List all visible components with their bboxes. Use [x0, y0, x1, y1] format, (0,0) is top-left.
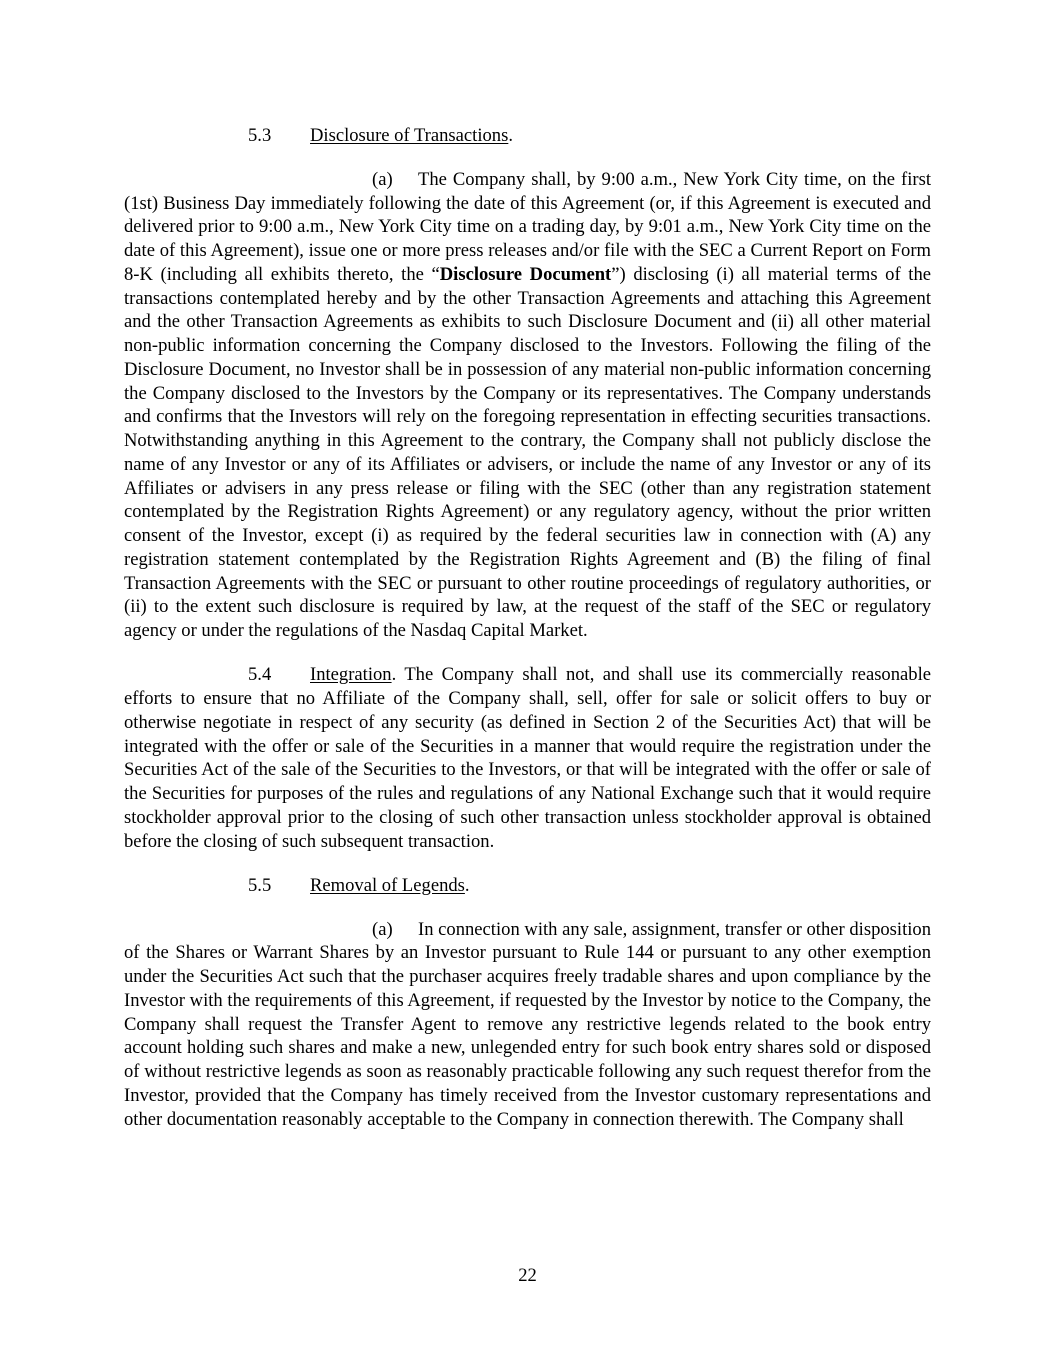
section-5-3-number: 5.3 [248, 125, 272, 146]
section-5-3-a-defined-term: Disclosure Document [439, 263, 612, 285]
section-5-3-heading [124, 124, 931, 148]
section-5-3-a-text-rest: ”) disclosing (i) all material terms of the transactions contemplated hereby and by the other Transaction Agreements and attaching this Agreement and the other Transaction Agreements as exhibits to such Disclosure Document and (ii) all other material non-public information concerning the Company disclosed to the Investors. Following the filing of the Disclosure Document, no Investor shall be in possession of any material non-public information concerning the Company disclosed to the Investors by the Company or its representatives. The Company understands and confirms that the Investors will rely on the foregoing representation in effecting securities transactions. Notwithstanding anything in this Agreement to the contrary, the Company shall not publicly disclose the name of any Investor or any of its Affiliates or advisers, or include the name of any Investor or any of its Affiliates or advisers in any press release or filing with the SEC (other than any registration statement contemplated by the Registration Rights Agreement) or any regulatory agency, without the prior written consent of the Investor, except (i) as required by the federal securities law in connection with (A) any registration statement contemplated by the Registration Rights Agreement and (B) the filing of final Transaction Agreements with the SEC or pursuant to other routine proceedings of regulatory authorities, or (ii) to the extent such disclosure is required by law, at the request of the staff of the SEC or regulatory agency or under the regulations of the Nasdaq Capital Market. [124, 263, 931, 641]
page-body [124, 124, 931, 1131]
section-5-5-a-text: In connection with any sale, assignment, transfer or other disposition of the Shares or Warrant Shares by an Investor pursuant to Rule 144 or pursuant to any other exemption under the Securities Act such that the purchaser acquires freely tradable shares and upon compliance by the Investor with the requirements of this Agreement, if requested by the Investor by notice to the Company, the Company shall request the Transfer Agent to remove any restrictive legends related to the book entry account holding such shares and make a new, unlegended entry for such book entry shares sold or disposed of without restrictive legends as soon as reasonably practicable following any such request therefor from the Investor, provided that the Company has timely received from the Investor customary representations and other documentation reasonably acceptable to the Company in connection therewith. The Company shall [124, 918, 931, 1130]
section-5-5-title-period: . [464, 874, 470, 896]
section-5-3-paragraph-a [124, 168, 931, 643]
section-5-3-title: Disclosure of Transactions [310, 125, 509, 146]
section-5-3-a-text-start: The Company shall, by 9:00 a.m., New York City time, on the first (1st) Business Day immediately following the date of this Agreement (or, if this Agreement is executed and delivered prior to 9:00 a.m., New York City time on a trading day, by 9:01 a.m., New York City time on the date of this Agreement), issue one or more press releases and/or file with the SEC a Current Report on Form 8-K (including all exhibits thereto, the “ [124, 168, 931, 285]
section-5-3-title-period: . [508, 125, 513, 146]
section-5-4-number: 5.4 [248, 664, 272, 686]
section-5-5-title: Removal of Legends [310, 874, 465, 896]
section-5-5-paragraph-a [124, 918, 931, 1132]
section-5-5-number: 5.5 [248, 874, 272, 896]
page-number: 22 [518, 1265, 537, 1286]
section-5-3-a-label: (a) [372, 168, 393, 190]
section-5-4-paragraph [124, 663, 931, 853]
section-5-5-a-label: (a) [372, 918, 393, 940]
section-5-5-heading [124, 874, 931, 898]
section-5-4-text: . The Company shall not, and shall use its commercially reasonable efforts to ensure that no Affiliate of the Company shall, sell, offer for sale or solicit offers to buy or otherwise negotiate in respect of any security (as defined in Section 2 of the Securities Act) that will be integrated with the offer or sale of the Securities in a manner that would require the registration under the Securities Act of the sale of the Securities to the Investors, or that will be integrated with the offer or sale of the Securities for purposes of the rules and regulations of any National Exchange such that it would require stockholder approval prior to the closing of such other transaction unless stockholder approval is obtained before the closing of such subsequent transaction. [124, 664, 931, 852]
section-5-4-title: Integration [310, 664, 392, 686]
